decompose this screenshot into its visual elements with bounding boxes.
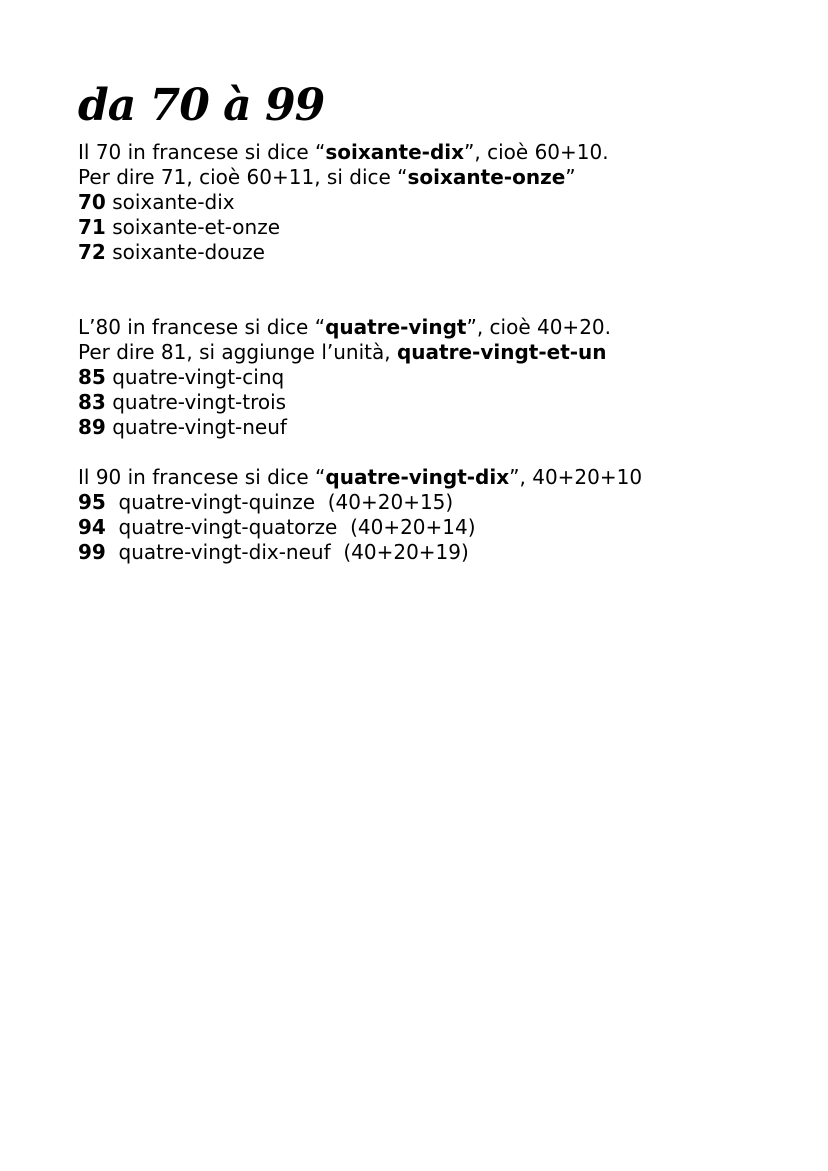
intro-text: Il 70 in francese si dice “ [78,140,326,164]
example-line [78,415,798,440]
example-line [78,240,798,265]
highlight-term: quatre-vingt-et-un [396,340,607,364]
section-seventy [78,140,798,265]
highlight-term: soixante-onze [407,165,566,189]
spacer [78,440,798,465]
rule-line [78,165,798,190]
document-page [78,80,798,565]
example-line [78,515,798,540]
rule-text: Per dire 81, si aggiunge l’unità, [78,340,397,364]
intro-text: Il 90 in francese si dice “ [78,465,326,489]
example-number: 72 [78,240,106,264]
example-word: quatre-vingt-quinze (40+20+15) [105,490,454,514]
intro-text-end: ”, cioè 60+10. [464,140,609,164]
example-line [78,190,798,215]
example-word: soixante-dix [105,190,235,214]
example-number: 71 [78,215,106,239]
highlight-term: quatre-vingt-dix [325,465,510,489]
example-number: 83 [78,390,106,414]
intro-text: L’80 in francese si dice “ [78,315,326,339]
spacer [78,265,798,315]
example-number: 85 [78,365,106,389]
example-line [78,540,798,565]
example-number: 70 [78,190,106,214]
rule-text: Per dire 71, cioè 60+11, si dice “ [78,165,408,189]
example-number: 89 [78,415,106,439]
section-ninety [78,465,798,565]
example-number: 99 [78,540,106,564]
intro-line [78,140,798,165]
rule-line [78,340,798,365]
intro-text-end: ”, cioè 40+20. [466,315,611,339]
highlight-term: soixante-dix [325,140,465,164]
rule-text-end: ” [565,165,576,189]
example-line [78,365,798,390]
example-number: 94 [78,515,106,539]
intro-line [78,465,798,490]
example-word: soixante-et-onze [105,215,280,239]
intro-text-end: ”, 40+20+10 [509,465,643,489]
example-word: quatre-vingt-trois [105,390,287,414]
example-word: soixante-douze [105,240,265,264]
page-title: da 70 à 99 [78,80,325,131]
highlight-term: quatre-vingt [325,315,467,339]
example-line [78,215,798,240]
example-line [78,390,798,415]
example-line [78,490,798,515]
example-word: quatre-vingt-neuf [105,415,287,439]
intro-line [78,315,798,340]
example-word: quatre-vingt-quatorze (40+20+14) [105,515,476,539]
example-word: quatre-vingt-dix-neuf (40+20+19) [105,540,469,564]
example-number: 95 [78,490,106,514]
section-eighty [78,315,798,440]
example-word: quatre-vingt-cinq [105,365,285,389]
